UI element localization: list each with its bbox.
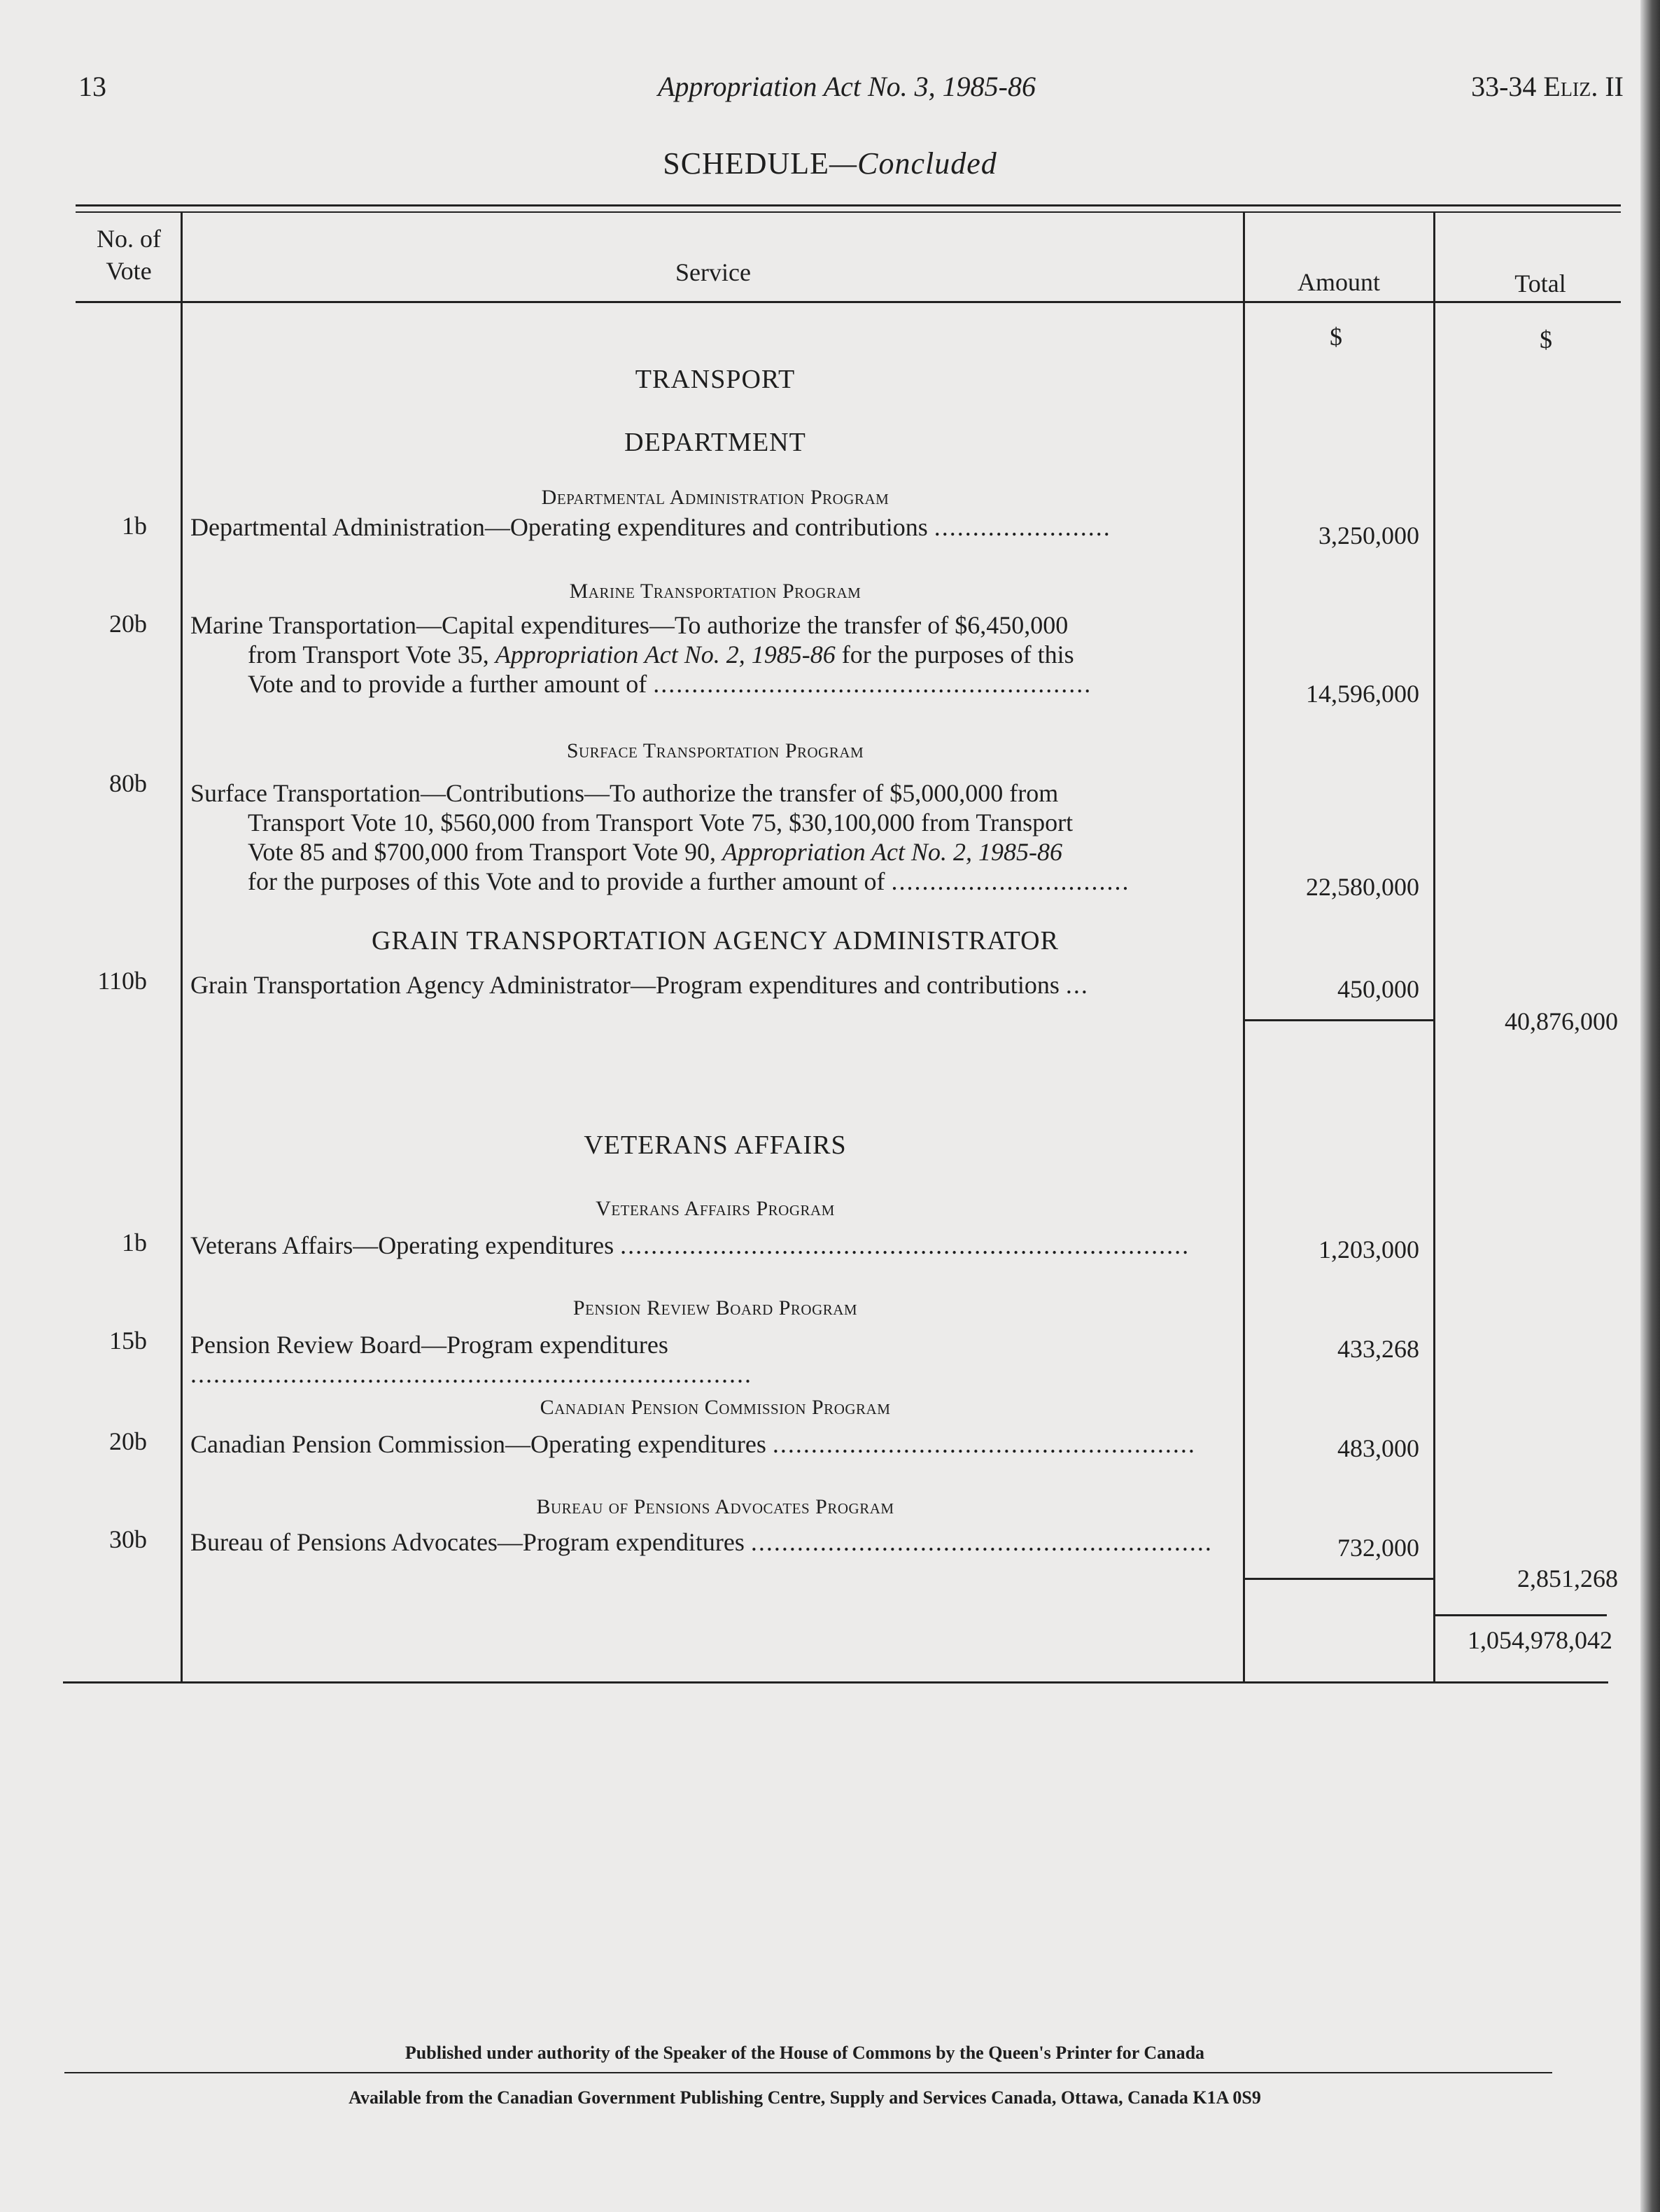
amount-value: 732,000 (1337, 1534, 1419, 1562)
service-text-line: Transport Vote 10, $560,000 from Transport Vote 75, $30,100,000 from Transport (248, 808, 1074, 836)
service-text-line (190, 640, 1219, 669)
amount-value: 3,250,000 (1318, 522, 1419, 550)
vote-number: 1b (122, 1228, 147, 1256)
service-text: Grain Transportation Agency Administrator—Program expenditures and contributions (190, 971, 1060, 999)
vote-column-header (77, 223, 181, 287)
amount-value: 433,268 (1337, 1335, 1419, 1363)
total-unit: $ (1540, 326, 1552, 354)
service-description: Bureau of Pensions Advocates—Program expenditures ............................................................ (190, 1528, 1213, 1556)
schedule-suffix: —Concluded (829, 146, 997, 181)
total-column-header: Total (1514, 270, 1566, 298)
vote-number: 15b (109, 1326, 147, 1354)
department-heading: DEPARTMENT (624, 428, 806, 457)
table-top-rule-2 (76, 211, 1621, 213)
service-text-line: Marine Transportation—Capital expenditures—To authorize the transfer of $6,450,000 (190, 611, 1069, 639)
amount-value: 450,000 (1337, 975, 1419, 1003)
vote-number: 80b (109, 769, 147, 797)
service-text: Canadian Pension Commission—Operating expenditures (190, 1430, 766, 1458)
veterans-subtotal-rule (1243, 1578, 1435, 1580)
publisher-note: Published under authority of the Speaker of the House of Commons by the Queen's Printer for Canada (405, 2043, 1205, 2063)
table-bottom-rule (63, 1681, 1608, 1684)
grand-total: 1,054,978,042 (1468, 1626, 1612, 1654)
service-text-line: Vote and to provide a further amount of ......................................................... (248, 670, 1092, 698)
act-title: Appropriation Act No. 3, 1985-86 (658, 71, 1036, 102)
amount-value: 1,203,000 (1318, 1236, 1419, 1264)
transport-total: 40,876,000 (1505, 1007, 1618, 1035)
schedule-heading (0, 146, 1660, 181)
program-heading: Canadian Pension Commission Program (540, 1396, 891, 1419)
page-edge-shadow (1640, 0, 1660, 2212)
service-description: Veterans Affairs—Operating expenditures .......................................................................... (190, 1231, 1190, 1259)
availability-note: Available from the Canadian Government Publishing Centre, Supply and Services Canada, Ottawa, Canada K1A 0S9 (349, 2087, 1261, 2108)
amount-value: 483,000 (1337, 1434, 1419, 1462)
veterans-total: 2,851,268 (1517, 1564, 1618, 1592)
vote-number: 20b (109, 610, 147, 638)
service-text-part: for the purposes of this Vote and to provide a further amount of (248, 867, 885, 895)
amount-column-header: Amount (1297, 268, 1380, 296)
agency-heading: GRAIN TRANSPORTATION AGENCY ADMINISTRATOR (372, 926, 1059, 955)
service-text-line (190, 837, 1219, 867)
vote-number: 30b (109, 1525, 147, 1553)
service-text-part: Vote and to provide a further amount of (248, 670, 647, 698)
amount-value: 14,596,000 (1306, 680, 1419, 708)
footer-rule (64, 2072, 1552, 2073)
program-heading: Departmental Administration Program (541, 486, 889, 509)
total-column-left-divider (1433, 213, 1435, 1683)
act-reference: Appropriation Act No. 2, 1985-86 (722, 838, 1063, 866)
vote-number: 1b (122, 512, 147, 540)
program-heading: Veterans Affairs Program (596, 1197, 835, 1220)
vote-number: 110b (97, 967, 147, 995)
service-text: Departmental Administration—Operating expenditures and contributions (190, 513, 928, 541)
act-reference: Appropriation Act No. 2, 1985-86 (495, 640, 836, 668)
ministry-heading-transport: TRANSPORT (635, 365, 796, 394)
service-text: Veterans Affairs—Operating expenditures (190, 1231, 614, 1259)
service-description (190, 610, 1219, 699)
service-column-header: Service (675, 258, 751, 286)
program-heading: Pension Review Board Program (572, 1296, 858, 1320)
service-description: Pension Review Board—Program expenditures ......................................................................... (190, 1331, 752, 1388)
service-text-line: for the purposes of this Vote and to provide a further amount of ............................... (248, 867, 1130, 895)
service-description: Canadian Pension Commission—Operating expenditures ....................................................... (190, 1430, 1196, 1458)
service-text-part: Vote 85 and $700,000 from Transport Vote 90, (248, 838, 723, 866)
table-top-rule-1 (76, 204, 1621, 206)
service-description: Grain Transportation Agency Administrator—Program expenditures and contributions ... (190, 971, 1089, 999)
program-heading: Surface Transportation Program (566, 739, 864, 762)
ministry-heading-veterans: VETERANS AFFAIRS (584, 1130, 847, 1160)
vote-column-divider (181, 213, 183, 1683)
service-text-line: Surface Transportation—Contributions—To authorize the transfer of $5,000,000 from (190, 779, 1059, 807)
service-description: Departmental Administration—Operating expenditures and contributions ....................... (190, 513, 1111, 541)
vote-header-line1: No. of (97, 225, 161, 253)
program-heading: Marine Transportation Program (569, 580, 861, 603)
service-text-part: for the purposes of this (835, 640, 1074, 668)
transport-subtotal-rule (1243, 1019, 1435, 1021)
program-heading: Bureau of Pensions Advocates Program (536, 1495, 894, 1518)
amount-value: 22,580,000 (1306, 873, 1419, 901)
page-number: 13 (78, 71, 106, 102)
service-text: Pension Review Board—Program expenditures (190, 1331, 668, 1359)
amount-unit: $ (1330, 323, 1342, 351)
schedule-label: SCHEDULE (663, 146, 829, 181)
vote-header-line2: Vote (106, 257, 152, 285)
header-bottom-rule (76, 301, 1621, 303)
regnal-year: 33-34 Eliz. II (1471, 71, 1624, 102)
vote-number: 20b (109, 1427, 147, 1455)
service-description (190, 778, 1219, 896)
grand-total-rule (1433, 1614, 1607, 1616)
service-text: Bureau of Pensions Advocates—Program expenditures (190, 1528, 745, 1556)
service-text-part: from Transport Vote 35, (248, 640, 495, 668)
